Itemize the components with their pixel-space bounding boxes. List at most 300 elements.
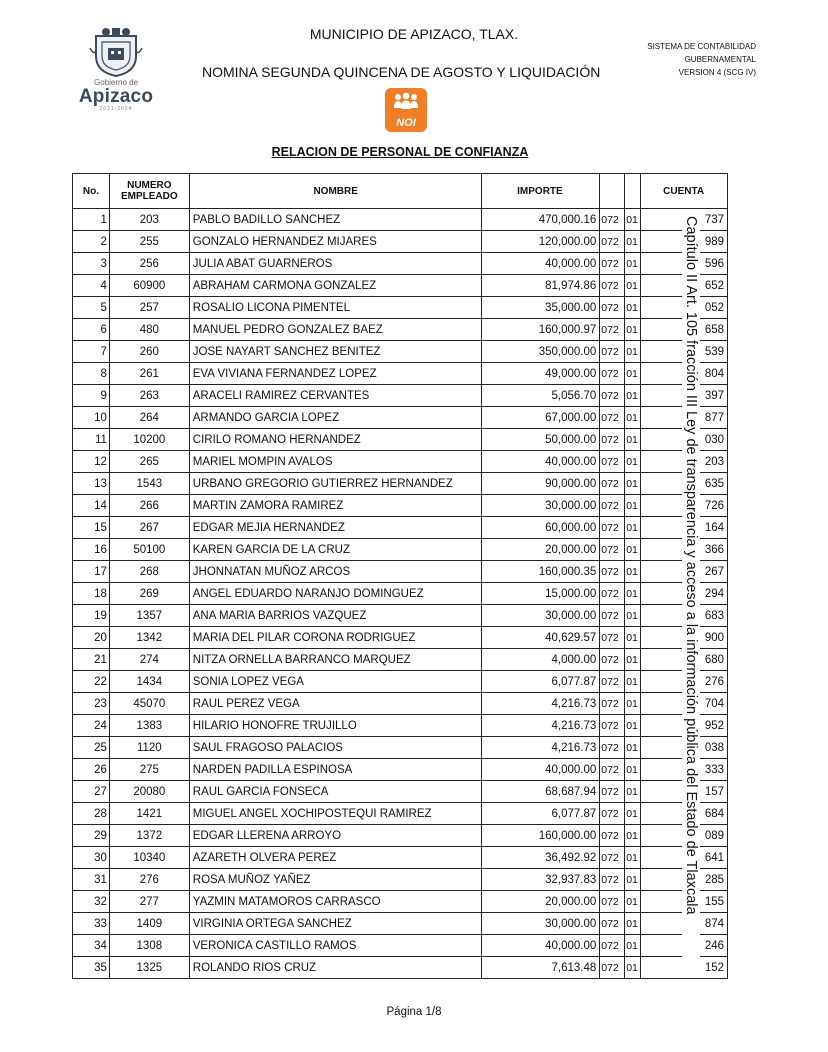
- employee-number-cell: 1325: [109, 957, 189, 979]
- bank-code-cell: 072: [600, 561, 625, 583]
- employee-number-cell: 256: [109, 253, 189, 275]
- branch-code-cell: 01: [625, 803, 641, 825]
- table-row: [73, 627, 728, 649]
- table-row: [73, 231, 728, 253]
- employee-name-cell: AZARETH OLVERA PEREZ: [189, 847, 481, 869]
- employee-number-cell: 257: [109, 297, 189, 319]
- branch-code-cell: 01: [625, 869, 641, 891]
- branch-code-cell: 01: [625, 693, 641, 715]
- branch-code-cell: 01: [625, 407, 641, 429]
- employee-number-cell: 20080: [109, 781, 189, 803]
- table-row: [73, 891, 728, 913]
- table-row: [73, 319, 728, 341]
- bank-code-cell: 072: [600, 935, 625, 957]
- row-number-cell: 15: [73, 517, 110, 539]
- bank-code-cell: 072: [600, 297, 625, 319]
- row-number-cell: 21: [73, 649, 110, 671]
- account-suffix-cell: 641: [641, 847, 728, 869]
- row-number-cell: 14: [73, 495, 110, 517]
- table-row: [73, 297, 728, 319]
- branch-code-cell: 01: [625, 319, 641, 341]
- account-suffix-cell: 203: [641, 451, 728, 473]
- header-no: No.: [73, 174, 110, 209]
- table-row: [73, 429, 728, 451]
- table-row: [73, 275, 728, 297]
- bank-code-cell: 072: [600, 275, 625, 297]
- employee-name-cell: MANUEL PEDRO GONZALEZ BAEZ: [189, 319, 481, 341]
- row-number-cell: 7: [73, 341, 110, 363]
- account-suffix-cell: 246: [641, 935, 728, 957]
- branch-code-cell: 01: [625, 737, 641, 759]
- row-number-cell: 16: [73, 539, 110, 561]
- bank-code-cell: 072: [600, 715, 625, 737]
- amount-cell: 35,000.00: [481, 297, 600, 319]
- account-suffix-cell: 397: [641, 385, 728, 407]
- account-suffix-cell: 704: [641, 693, 728, 715]
- table-header-row: [73, 174, 728, 209]
- section-title: RELACION DE PERSONAL DE CONFIANZA: [271, 145, 529, 159]
- logo-gobierno-text: Gobierno de: [93, 78, 139, 87]
- header-bank-blank: [600, 174, 625, 209]
- employee-number-cell: 1409: [109, 913, 189, 935]
- row-number-cell: 30: [73, 847, 110, 869]
- noi-app-icon: [385, 88, 427, 132]
- branch-code-cell: 01: [625, 605, 641, 627]
- account-suffix-cell: 366: [641, 539, 728, 561]
- branch-code-cell: 01: [625, 275, 641, 297]
- amount-cell: 4,000.00: [481, 649, 600, 671]
- account-suffix-cell: 052: [641, 297, 728, 319]
- table-row: [73, 847, 728, 869]
- header-amount: IMPORTE: [481, 174, 600, 209]
- employee-name-cell: VIRGINIA ORTEGA SANCHEZ: [189, 913, 481, 935]
- employee-number-cell: 203: [109, 209, 189, 231]
- table-row: [73, 385, 728, 407]
- system-line-3: VERSION 4 (SCG IV): [678, 68, 756, 77]
- employee-number-cell: 265: [109, 451, 189, 473]
- people-icon: [393, 92, 419, 114]
- row-number-cell: 6: [73, 319, 110, 341]
- employee-number-cell: 261: [109, 363, 189, 385]
- amount-cell: 40,000.00: [481, 935, 600, 957]
- row-number-cell: 27: [73, 781, 110, 803]
- account-suffix-cell: 030: [641, 429, 728, 451]
- branch-code-cell: 01: [625, 495, 641, 517]
- employee-name-cell: MARIA DEL PILAR CORONA RODRIGUEZ: [189, 627, 481, 649]
- branch-code-cell: 01: [625, 517, 641, 539]
- table-row: [73, 913, 728, 935]
- bank-code-cell: 072: [600, 649, 625, 671]
- bank-code-cell: 072: [600, 737, 625, 759]
- bank-code-cell: 072: [600, 891, 625, 913]
- employee-number-cell: 1372: [109, 825, 189, 847]
- row-number-cell: 17: [73, 561, 110, 583]
- employee-name-cell: PABLO BADILLO SANCHEZ: [189, 209, 481, 231]
- amount-cell: 20,000.00: [481, 891, 600, 913]
- bank-code-cell: 072: [600, 429, 625, 451]
- employee-number-cell: 45070: [109, 693, 189, 715]
- employee-number-cell: 255: [109, 231, 189, 253]
- employee-name-cell: VERONICA CASTILLO RAMOS: [189, 935, 481, 957]
- account-suffix-cell: 038: [641, 737, 728, 759]
- employee-name-cell: YAZMIN MATAMOROS CARRASCO: [189, 891, 481, 913]
- row-number-cell: 18: [73, 583, 110, 605]
- bank-code-cell: 072: [600, 495, 625, 517]
- bank-code-cell: 072: [600, 319, 625, 341]
- logo-years-text: 2021-2024: [99, 106, 133, 112]
- account-suffix-cell: 164: [641, 517, 728, 539]
- bank-code-cell: 072: [600, 913, 625, 935]
- row-number-cell: 11: [73, 429, 110, 451]
- bank-code-cell: 072: [600, 209, 625, 231]
- bank-code-cell: 072: [600, 627, 625, 649]
- employee-name-cell: ARACELI RAMIREZ CERVANTES: [189, 385, 481, 407]
- account-suffix-cell: 157: [641, 781, 728, 803]
- branch-code-cell: 01: [625, 341, 641, 363]
- employee-number-cell: 264: [109, 407, 189, 429]
- branch-code-cell: 01: [625, 715, 641, 737]
- employee-name-cell: URBANO GREGORIO GUTIERREZ HERNANDEZ: [189, 473, 481, 495]
- branch-code-cell: 01: [625, 671, 641, 693]
- employee-number-cell: 1421: [109, 803, 189, 825]
- table-row: [73, 715, 728, 737]
- employee-number-cell: 1308: [109, 935, 189, 957]
- employee-name-cell: KAREN GARCIA DE LA CRUZ: [189, 539, 481, 561]
- amount-cell: 160,000.00: [481, 825, 600, 847]
- amount-cell: 30,000.00: [481, 605, 600, 627]
- bank-code-cell: 072: [600, 825, 625, 847]
- employee-number-cell: 50100: [109, 539, 189, 561]
- table-row: [73, 209, 728, 231]
- employee-name-cell: ARMANDO GARCIA LOPEZ: [189, 407, 481, 429]
- document-title: MUNICIPIO DE APIZACO, TLAX.: [309, 26, 519, 42]
- account-suffix-cell: 726: [641, 495, 728, 517]
- row-number-cell: 3: [73, 253, 110, 275]
- employee-name-cell: HILARIO HONOFRE TRUJILLO: [189, 715, 481, 737]
- table-row: [73, 341, 728, 363]
- header-employee-number: [109, 174, 189, 209]
- table-row: [73, 957, 728, 979]
- employee-name-cell: NITZA ORNELLA BARRANCO MARQUEZ: [189, 649, 481, 671]
- employee-number-cell: 1543: [109, 473, 189, 495]
- amount-cell: 30,000.00: [481, 913, 600, 935]
- row-number-cell: 34: [73, 935, 110, 957]
- branch-code-cell: 01: [625, 627, 641, 649]
- bank-code-cell: 072: [600, 341, 625, 363]
- employee-name-cell: JULIA ABAT GUARNEROS: [189, 253, 481, 275]
- row-number-cell: 24: [73, 715, 110, 737]
- employee-name-cell: NARDEN PADILLA ESPINOSA: [189, 759, 481, 781]
- employee-number-cell: 1434: [109, 671, 189, 693]
- bank-code-cell: 072: [600, 231, 625, 253]
- account-suffix-cell: 539: [641, 341, 728, 363]
- branch-code-cell: 01: [625, 385, 641, 407]
- account-suffix-cell: 152: [641, 957, 728, 979]
- employee-name-cell: JOSE NAYART SANCHEZ BENITEZ: [189, 341, 481, 363]
- table-row: [73, 737, 728, 759]
- bank-code-cell: 072: [600, 803, 625, 825]
- row-number-cell: 8: [73, 363, 110, 385]
- table-row: [73, 781, 728, 803]
- amount-cell: 49,000.00: [481, 363, 600, 385]
- header-account: CUENTA: [641, 174, 728, 209]
- amount-cell: 6,077.87: [481, 803, 600, 825]
- row-number-cell: 29: [73, 825, 110, 847]
- table-row: [73, 649, 728, 671]
- row-number-cell: 33: [73, 913, 110, 935]
- amount-cell: 60,000.00: [481, 517, 600, 539]
- account-suffix-cell: 596: [641, 253, 728, 275]
- employee-name-cell: ROSALIO LICONA PIMENTEL: [189, 297, 481, 319]
- amount-cell: 40,000.00: [481, 759, 600, 781]
- account-suffix-cell: 276: [641, 671, 728, 693]
- amount-cell: 30,000.00: [481, 495, 600, 517]
- payroll-table: [72, 173, 728, 979]
- branch-code-cell: 01: [625, 539, 641, 561]
- amount-cell: 350,000.00: [481, 341, 600, 363]
- employee-number-cell: 10340: [109, 847, 189, 869]
- amount-cell: 120,000.00: [481, 231, 600, 253]
- employee-name-cell: SONIA LOPEZ VEGA: [189, 671, 481, 693]
- account-suffix-cell: 333: [641, 759, 728, 781]
- table-row: [73, 605, 728, 627]
- noi-label: NOI: [396, 117, 416, 129]
- employee-number-cell: 263: [109, 385, 189, 407]
- row-number-cell: 4: [73, 275, 110, 297]
- amount-cell: 7,613.48: [481, 957, 600, 979]
- employee-number-cell: 1342: [109, 627, 189, 649]
- employee-name-cell: JHONNATAN MUÑOZ ARCOS: [189, 561, 481, 583]
- account-suffix-cell: 877: [641, 407, 728, 429]
- employee-name-cell: EDGAR LLERENA ARROYO: [189, 825, 481, 847]
- branch-code-cell: 01: [625, 649, 641, 671]
- bank-code-cell: 072: [600, 583, 625, 605]
- system-info: [576, 40, 756, 79]
- bank-code-cell: 072: [600, 517, 625, 539]
- amount-cell: 36,492.92: [481, 847, 600, 869]
- row-number-cell: 5: [73, 297, 110, 319]
- amount-cell: 20,000.00: [481, 539, 600, 561]
- employee-number-cell: 276: [109, 869, 189, 891]
- employee-number-cell: 480: [109, 319, 189, 341]
- amount-cell: 470,000.16: [481, 209, 600, 231]
- header-name: NOMBRE: [189, 174, 481, 209]
- employee-number-cell: 268: [109, 561, 189, 583]
- employee-number-cell: 10200: [109, 429, 189, 451]
- bank-code-cell: 072: [600, 385, 625, 407]
- row-number-cell: 23: [73, 693, 110, 715]
- row-number-cell: 25: [73, 737, 110, 759]
- amount-cell: 40,629.57: [481, 627, 600, 649]
- branch-code-cell: 01: [625, 209, 641, 231]
- account-suffix-cell: 680: [641, 649, 728, 671]
- employee-number-cell: 267: [109, 517, 189, 539]
- table-row: [73, 517, 728, 539]
- amount-cell: 160,000.97: [481, 319, 600, 341]
- employee-name-cell: MARIEL MOMPIN AVALOS: [189, 451, 481, 473]
- amount-cell: 4,216.73: [481, 715, 600, 737]
- account-suffix-cell: 294: [641, 583, 728, 605]
- account-suffix-cell: 089: [641, 825, 728, 847]
- table-row: [73, 561, 728, 583]
- employee-name-cell: MIGUEL ANGEL XOCHIPOSTEQUI RAMIREZ: [189, 803, 481, 825]
- table-row: [73, 693, 728, 715]
- account-suffix-cell: 652: [641, 275, 728, 297]
- table-row: [73, 935, 728, 957]
- amount-cell: 160,000.35: [481, 561, 600, 583]
- bank-code-cell: 072: [600, 693, 625, 715]
- account-suffix-cell: 684: [641, 803, 728, 825]
- row-number-cell: 9: [73, 385, 110, 407]
- table-row: [73, 473, 728, 495]
- account-suffix-cell: 952: [641, 715, 728, 737]
- table-row: [73, 869, 728, 891]
- row-number-cell: 12: [73, 451, 110, 473]
- account-suffix-cell: 267: [641, 561, 728, 583]
- account-suffix-cell: 874: [641, 913, 728, 935]
- account-suffix-cell: 635: [641, 473, 728, 495]
- document-subtitle: NOMINA SEGUNDA QUINCENA DE AGOSTO Y LIQUIDACIÓN: [202, 64, 601, 80]
- row-number-cell: 31: [73, 869, 110, 891]
- amount-cell: 5,056.70: [481, 385, 600, 407]
- employee-name-cell: RAUL GARCIA FONSECA: [189, 781, 481, 803]
- amount-cell: 40,000.00: [481, 451, 600, 473]
- amount-cell: 81,974.86: [481, 275, 600, 297]
- amount-cell: 4,216.73: [481, 693, 600, 715]
- branch-code-cell: 01: [625, 957, 641, 979]
- amount-cell: 50,000.00: [481, 429, 600, 451]
- table-row: [73, 803, 728, 825]
- amount-cell: 67,000.00: [481, 407, 600, 429]
- branch-code-cell: 01: [625, 759, 641, 781]
- employee-name-cell: SAUL FRAGOSO PALACIOS: [189, 737, 481, 759]
- employee-name-cell: ROLANDO RIOS CRUZ: [189, 957, 481, 979]
- logo-city-text: Apizaco: [78, 86, 154, 107]
- employee-number-cell: 1383: [109, 715, 189, 737]
- branch-code-cell: 01: [625, 891, 641, 913]
- bank-code-cell: 072: [600, 363, 625, 385]
- table-row: [73, 363, 728, 385]
- account-suffix-cell: 683: [641, 605, 728, 627]
- account-suffix-cell: 658: [641, 319, 728, 341]
- employee-name-cell: ANA MARIA BARRIOS VAZQUEZ: [189, 605, 481, 627]
- branch-code-cell: 01: [625, 253, 641, 275]
- employee-name-cell: CIRILO ROMANO HERNANDEZ: [189, 429, 481, 451]
- employee-name-cell: RAUL PEREZ VEGA: [189, 693, 481, 715]
- branch-code-cell: 01: [625, 363, 641, 385]
- employee-name-cell: GONZALO HERNANDEZ MIJARES: [189, 231, 481, 253]
- table-row: [73, 539, 728, 561]
- bank-code-cell: 072: [600, 253, 625, 275]
- row-number-cell: 10: [73, 407, 110, 429]
- table-row: [73, 825, 728, 847]
- branch-code-cell: 01: [625, 297, 641, 319]
- bank-code-cell: 072: [600, 451, 625, 473]
- header-branch-blank: [625, 174, 641, 209]
- row-number-cell: 26: [73, 759, 110, 781]
- branch-code-cell: 01: [625, 913, 641, 935]
- branch-code-cell: 01: [625, 451, 641, 473]
- row-number-cell: 32: [73, 891, 110, 913]
- bank-code-cell: 072: [600, 605, 625, 627]
- vertical-legal-note: [680, 216, 702, 974]
- amount-cell: 6,077.87: [481, 671, 600, 693]
- table-row: [73, 671, 728, 693]
- amount-cell: 90,000.00: [481, 473, 600, 495]
- branch-code-cell: 01: [625, 847, 641, 869]
- row-number-cell: 20: [73, 627, 110, 649]
- employee-number-cell: 1120: [109, 737, 189, 759]
- employee-number-cell: 275: [109, 759, 189, 781]
- amount-cell: 15,000.00: [481, 583, 600, 605]
- employee-number-cell: 269: [109, 583, 189, 605]
- employee-name-cell: EDGAR MEJIA HERNANDEZ: [189, 517, 481, 539]
- branch-code-cell: 01: [625, 935, 641, 957]
- system-line-2: GUBERNAMENTAL: [684, 55, 756, 64]
- account-suffix-cell: 737: [641, 209, 728, 231]
- employee-name-cell: EVA VIVIANA FERNANDEZ LOPEZ: [189, 363, 481, 385]
- row-number-cell: 13: [73, 473, 110, 495]
- amount-cell: 68,687.94: [481, 781, 600, 803]
- employee-number-cell: 60900: [109, 275, 189, 297]
- row-number-cell: 19: [73, 605, 110, 627]
- account-suffix-cell: 804: [641, 363, 728, 385]
- amount-cell: 32,937.83: [481, 869, 600, 891]
- header-employee-line2: EMPLEADO: [120, 191, 178, 202]
- table-row: [73, 583, 728, 605]
- bank-code-cell: 072: [600, 869, 625, 891]
- bank-code-cell: 072: [600, 539, 625, 561]
- account-suffix-cell: 285: [641, 869, 728, 891]
- employee-number-cell: 274: [109, 649, 189, 671]
- bank-code-cell: 072: [600, 781, 625, 803]
- page-number: Página 1/8: [386, 1006, 442, 1018]
- branch-code-cell: 01: [625, 825, 641, 847]
- bank-code-cell: 072: [600, 407, 625, 429]
- row-number-cell: 28: [73, 803, 110, 825]
- branch-code-cell: 01: [625, 781, 641, 803]
- header-employee-line1: NUMERO: [127, 180, 172, 191]
- amount-cell: 40,000.00: [481, 253, 600, 275]
- employee-number-cell: 1357: [109, 605, 189, 627]
- row-number-cell: 1: [73, 209, 110, 231]
- table-row: [73, 407, 728, 429]
- row-number-cell: 2: [73, 231, 110, 253]
- employee-number-cell: 277: [109, 891, 189, 913]
- account-suffix-cell: 155: [641, 891, 728, 913]
- bank-code-cell: 072: [600, 473, 625, 495]
- employee-name-cell: ANGEL EDUARDO NARANJO DOMINGUEZ: [189, 583, 481, 605]
- branch-code-cell: 01: [625, 561, 641, 583]
- row-number-cell: 35: [73, 957, 110, 979]
- bank-code-cell: 072: [600, 759, 625, 781]
- table-row: [73, 495, 728, 517]
- branch-code-cell: 01: [625, 473, 641, 495]
- row-number-cell: 22: [73, 671, 110, 693]
- table-row: [73, 253, 728, 275]
- branch-code-cell: 01: [625, 429, 641, 451]
- amount-cell: 4,216.73: [481, 737, 600, 759]
- employee-name-cell: ABRAHAM CARMONA GONZALEZ: [189, 275, 481, 297]
- branch-code-cell: 01: [625, 231, 641, 253]
- bank-code-cell: 072: [600, 957, 625, 979]
- account-suffix-cell: 900: [641, 627, 728, 649]
- branch-code-cell: 01: [625, 583, 641, 605]
- account-suffix-cell: 989: [641, 231, 728, 253]
- employee-number-cell: 260: [109, 341, 189, 363]
- employee-name-cell: MARTIN ZAMORA RAMIREZ: [189, 495, 481, 517]
- bank-code-cell: 072: [600, 847, 625, 869]
